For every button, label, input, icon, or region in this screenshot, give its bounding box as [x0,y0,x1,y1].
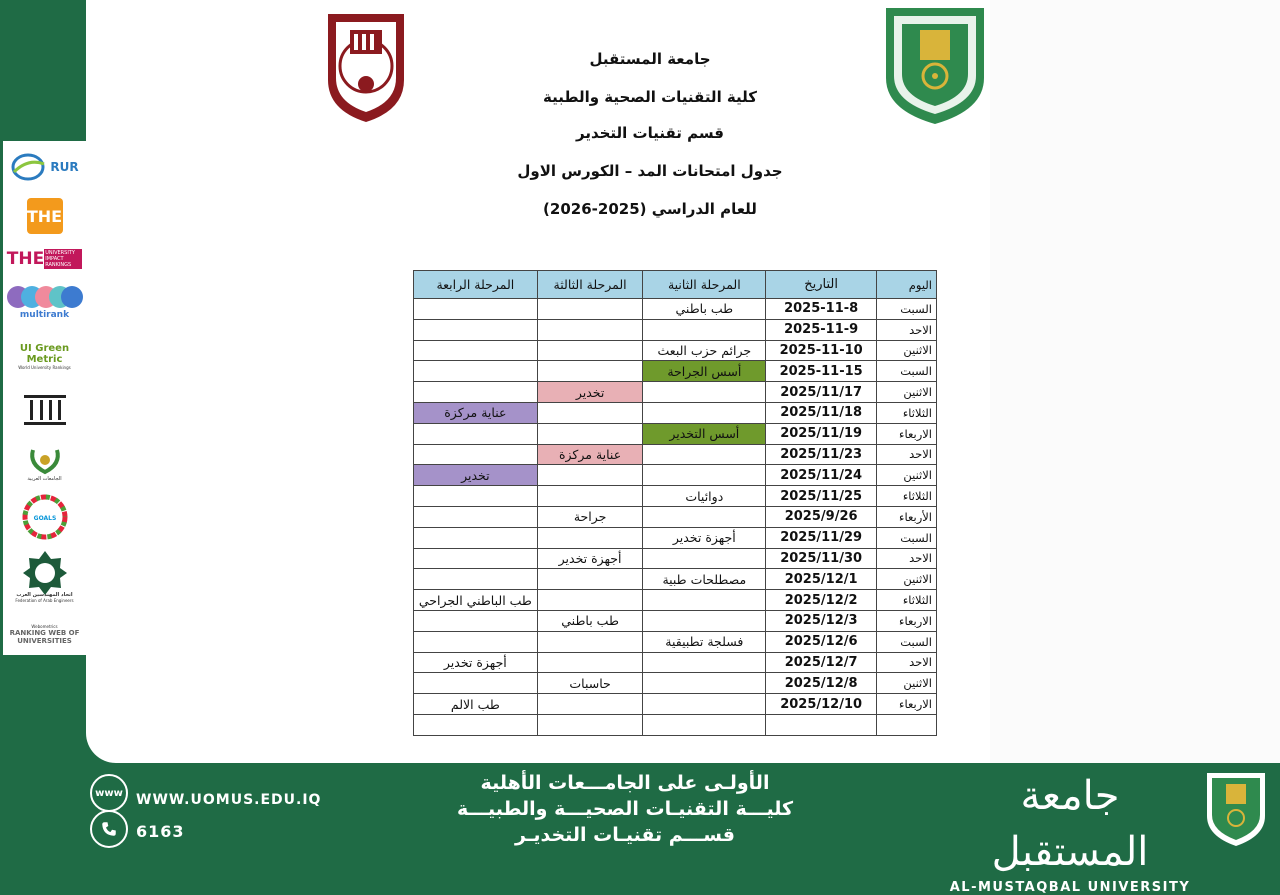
table-row [414,694,937,715]
cell-stage4: أجهزة تخدير [414,652,538,673]
cell-date: 2025/12/7 [766,652,877,673]
cell-stage3 [537,299,643,320]
globe-icon: www [90,774,128,812]
laurel-icon [27,446,63,476]
university-logo-icon [880,4,990,126]
cell-stage3 [537,694,643,715]
cell-stage3: عناية مركزة [537,444,643,465]
star-emblem-icon [22,550,68,592]
the-ranking-logo: THE [3,196,86,236]
table-row [414,527,937,548]
phone-number[interactable]: 6163 [136,822,185,841]
cell-stage2: فسلجة تطبيقية [643,631,766,652]
cell-stage2 [643,652,766,673]
multirank-circles-icon [6,284,84,310]
cell-day: الاحد [877,319,937,340]
cell-stage3: حاسبات [537,673,643,694]
table-row [414,548,937,569]
cell-date: 2025/12/2 [766,590,877,611]
cell-stage3 [537,423,643,444]
cell-stage4 [414,444,538,465]
cell-stage4: طب الالم [414,694,538,715]
cell-day: الاحد [877,444,937,465]
cell-stage4 [414,569,538,590]
cell-stage4 [414,382,538,403]
cell-stage4 [414,319,538,340]
cell-stage2: أسس الجراحة [643,361,766,382]
exam-schedule-table [413,270,937,736]
cell-stage3 [537,569,643,590]
brand-english: AL-MUSTAQBAL UNIVERSITY [949,880,1191,895]
cell-date: 2025/11/17 [766,382,877,403]
cell-stage3 [537,486,643,507]
cell-day: الثلاثاء [877,486,937,507]
university-brand [940,768,1200,895]
cell-stage3 [537,402,643,423]
university-name: جامعة المستقبل [589,50,711,68]
cell-stage3 [537,714,643,735]
cell-stage4 [414,714,538,735]
col-header-stage4: المرحلة الرابعة [414,271,538,299]
rur-ranking-logo: RUR [3,147,86,187]
table-row [414,340,937,361]
academic-year: للعام الدراسي (2025-2026) [543,200,757,218]
table-header-row [414,271,937,299]
cell-date: 2025/11/18 [766,402,877,423]
cell-date: 2025/11/24 [766,465,877,486]
cell-stage2: مصطلحات طبية [643,569,766,590]
college-name: كلية التقنيات الصحية والطبية [542,88,757,106]
page-margin [990,0,1280,763]
cell-stage2: طب باطني [643,299,766,320]
cell-date: 2025/11/19 [766,423,877,444]
cell-stage4 [414,486,538,507]
cell-stage2 [643,610,766,631]
cell-day: الثلاثاء [877,402,937,423]
cell-stage4 [414,631,538,652]
cell-date: 2025-11-8 [766,299,877,320]
cell-stage4 [414,548,538,569]
cell-stage3 [537,319,643,340]
cell-stage3 [537,590,643,611]
cell-stage3 [537,340,643,361]
cell-day: الاربعاء [877,610,937,631]
svg-text:GOALS: GOALS [33,515,56,522]
college-logo-icon [320,10,412,124]
contact-info [90,770,330,850]
table-row [414,673,937,694]
table-row [414,610,937,631]
cell-stage2 [643,319,766,340]
table-row [414,361,937,382]
cell-stage3 [537,361,643,382]
cell-stage3: أجهزة تخدير [537,548,643,569]
multirank-logo: multirank [3,281,86,323]
table-row [414,590,937,611]
cell-stage4 [414,527,538,548]
table-row [414,569,937,590]
cell-day: الاربعاء [877,694,937,715]
table-row [414,423,937,444]
cell-date: 2025/12/3 [766,610,877,631]
institution-columns-icon [3,391,86,429]
cell-stage3 [537,631,643,652]
cell-date: 2025/11/30 [766,548,877,569]
table-row [414,714,937,735]
cell-stage3 [537,465,643,486]
cell-stage4 [414,423,538,444]
cell-date: 2025/11/29 [766,527,877,548]
footer-slogan [430,770,820,848]
slogan-line-3: قســـم تقنيـات التخديـر [515,824,735,846]
cell-stage2 [643,694,766,715]
cell-stage2 [643,444,766,465]
cell-day: الثلاثاء [877,590,937,611]
cell-date: 2025/12/6 [766,631,877,652]
cell-stage4 [414,506,538,527]
rankings-sidebar [3,141,86,655]
table-row [414,631,937,652]
cell-stage2: أسس التخدير [643,423,766,444]
cell-date: 2025-11-10 [766,340,877,361]
slogan-line-2: كليـــة التقنيـات الصحيـــة والطبيـــة [456,798,794,820]
cell-stage2: أجهزة تخدير [643,527,766,548]
table-row [414,506,937,527]
footer-university-logo-icon [1204,770,1268,848]
table-row [414,299,937,320]
cell-day: الاحد [877,652,937,673]
cell-date: 2025/12/8 [766,673,877,694]
arab-engineers-logo: اتحاد المهندسين العرب Federation of Arab Engineers [3,547,86,605]
cell-stage2 [643,382,766,403]
slogan-line-1: الأولـى على الجامـــعات الأهلية [480,772,770,794]
cell-stage2 [643,506,766,527]
cell-stage4: طب الباطني الجراحي [414,590,538,611]
department-name: قسم تقنيات التخدير [575,124,724,142]
cell-stage4: عناية مركزة [414,402,538,423]
cell-day: السبت [877,631,937,652]
table-row [414,402,937,423]
cell-stage4 [414,610,538,631]
cell-stage4 [414,673,538,694]
table-row [414,465,937,486]
table-row [414,382,937,403]
schedule-title: جدول امتحانات المد – الكورس الاول [517,162,783,180]
cell-day: الأربعاء [877,506,937,527]
cell-stage4: تخدير [414,465,538,486]
greenmetric-logo: UI Green Metric World University Rankings [18,342,71,370]
sdg-wheel-icon [23,495,67,539]
arab-universities-logo: الجامعات العربية [3,441,86,487]
cell-stage3: جراحة [537,506,643,527]
cell-stage4 [414,361,538,382]
cell-stage3: تخدير [537,382,643,403]
cell-date [766,714,877,735]
cell-stage2 [643,548,766,569]
cell-date: 2025-11-9 [766,319,877,340]
cell-stage4 [414,299,538,320]
cell-date: 2025/9/26 [766,506,877,527]
rur-globe-icon [10,150,50,184]
cell-day: الاربعاء [877,423,937,444]
table-row [414,486,937,507]
website-link[interactable]: WWW.UOMUS.EDU.IQ [136,792,322,808]
cell-stage2: جرائم حزب البعث [643,340,766,361]
cell-day: الاحد [877,548,937,569]
the-impact-logo: THE UNIVERSITY IMPACT RANKINGS [3,244,86,274]
table-row [414,652,937,673]
sdg-goals-logo [3,495,86,539]
cell-stage3 [537,527,643,548]
cell-stage4 [414,340,538,361]
cell-date: 2025-11-15 [766,361,877,382]
cell-day: الاثنين [877,673,937,694]
cell-stage2 [643,590,766,611]
cell-day: الاثنين [877,569,937,590]
cell-stage2 [643,402,766,423]
cell-day: الاثنين [877,340,937,361]
cell-date: 2025/12/10 [766,694,877,715]
phone-icon [90,810,128,848]
cell-day: الاثنين [877,465,937,486]
cell-date: 2025/11/25 [766,486,877,507]
cell-stage3 [537,652,643,673]
cell-day [877,714,937,735]
col-header-stage3: المرحلة الثالثة [537,271,643,299]
cell-stage2 [643,714,766,735]
cell-stage2 [643,465,766,486]
col-header-stage2: المرحلة الثانية [643,271,766,299]
cell-date: 2025/12/1 [766,569,877,590]
table-row [414,444,937,465]
webometrics-logo: Webometrics RANKING WEB OF UNIVERSITIES [9,623,80,645]
col-header-date: التاريخ [766,271,877,299]
table-row [414,319,937,340]
col-header-day: اليوم [877,271,937,299]
brand-arabic: جامعة المستقبل [991,773,1149,875]
cell-day: السبت [877,361,937,382]
cell-stage2 [643,673,766,694]
cell-stage2: دوائيات [643,486,766,507]
cell-day: الاثنين [877,382,937,403]
cell-date: 2025/11/23 [766,444,877,465]
cell-day: السبت [877,299,937,320]
cell-stage3: طب باطني [537,610,643,631]
cell-day: السبت [877,527,937,548]
